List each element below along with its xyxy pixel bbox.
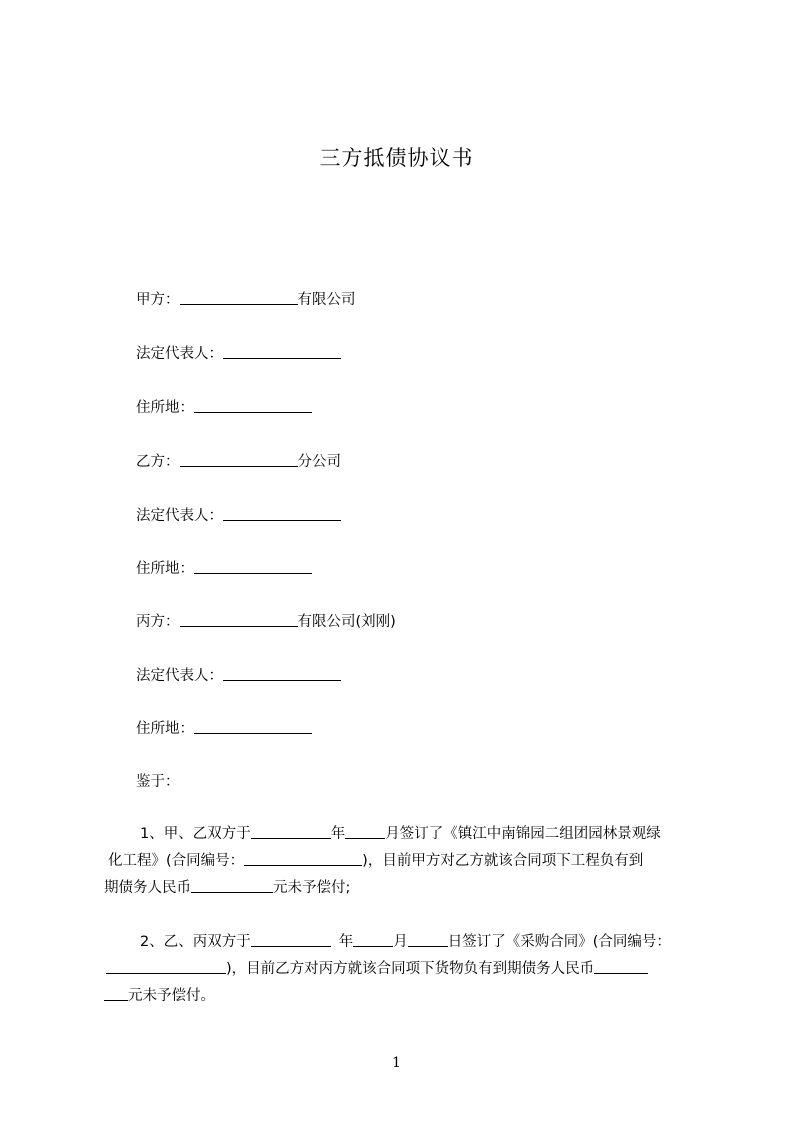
party-b-name-blank [180,452,298,467]
clause1-text-7: 元未予偿付; [273,880,351,896]
clause1-contract-no-blank [244,851,362,866]
party-c-rep-line [136,666,341,686]
party-a-address-label: 住所地： [136,400,194,416]
party-b-address-blank [194,559,312,574]
clause1-text-2: 年 [330,826,346,842]
party-b-line [136,452,341,472]
clause1-text-6: 期债务人民币 [104,880,191,896]
party-c-address-line [136,719,312,739]
party-a-line [136,290,356,310]
party-b-address-label: 住所地： [136,561,194,577]
party-a-name-blank [180,290,298,305]
clause1-year-blank [251,824,331,839]
clause1-text-4: 化工程》(合同编号： [108,853,245,869]
clause2-year-blank [251,932,331,947]
party-b-rep-line [136,506,341,526]
clause2-text-6: 元未予偿付。 [128,988,215,1004]
party-c-address-label: 住所地： [136,721,194,737]
party-a-rep-label: 法定代表人： [136,346,223,362]
clause1-amount-blank [191,878,273,893]
clause2-amount-blank-1 [594,959,648,974]
whereas-heading: 鉴于： [136,774,180,790]
party-a-label: 甲方： [136,292,180,308]
clause2-text-2: 年 [338,934,354,950]
clause2-amount-blank-2 [104,986,128,1001]
clause2-month-blank [353,932,393,947]
party-b-rep-blank [223,506,341,521]
clause1-text-1: 1、甲、乙双方于 [140,826,251,842]
clause1-text-5: )，目前甲方对乙方就该合同项下工程负有到 [362,853,644,869]
clause2-text-4: 日签订了《采购合同》(合同编号： [447,934,671,950]
clause1-line1 [140,824,661,844]
clause2-text-1: 2、乙、丙双方于 [140,934,251,950]
party-b-suffix: 分公司 [297,454,341,470]
clause1-month-blank [345,824,385,839]
clause2-text-3: 月 [393,934,408,950]
party-a-address-blank [194,398,312,413]
party-c-label: 丙方： [136,614,180,630]
clause2-text-5: )，目前乙方对丙方就该合同项下货物负有到期债务人民币 [226,961,595,977]
clause2-line3 [104,986,215,1006]
clause1-text-3: 月签订了《镇江中南锦园二组团园林景观绿 [385,826,661,842]
party-c-name-blank [180,612,298,627]
clause2-day-blank [408,932,448,947]
clause2-line2 [106,959,648,979]
page-title: 三方抵债协议书 [319,146,474,170]
party-c-rep-label: 法定代表人： [136,668,223,684]
party-b-rep-label: 法定代表人： [136,508,223,524]
clause2-line1 [140,932,671,952]
party-c-line [136,612,396,632]
party-a-suffix: 有限公司 [297,292,356,308]
clause1-line3 [104,878,350,898]
party-a-rep-blank [223,344,341,359]
party-c-rep-blank [223,666,341,681]
clause2-contract-no-blank [106,959,226,974]
party-b-label: 乙方： [136,454,180,470]
clause1-line2 [108,851,643,871]
party-b-address-line [136,559,312,579]
page-number: 1 [392,1055,401,1071]
party-a-rep-line [136,344,341,364]
party-c-address-blank [194,719,312,734]
party-a-address-line [136,398,312,418]
party-c-suffix: 有限公司(刘刚) [297,614,396,630]
